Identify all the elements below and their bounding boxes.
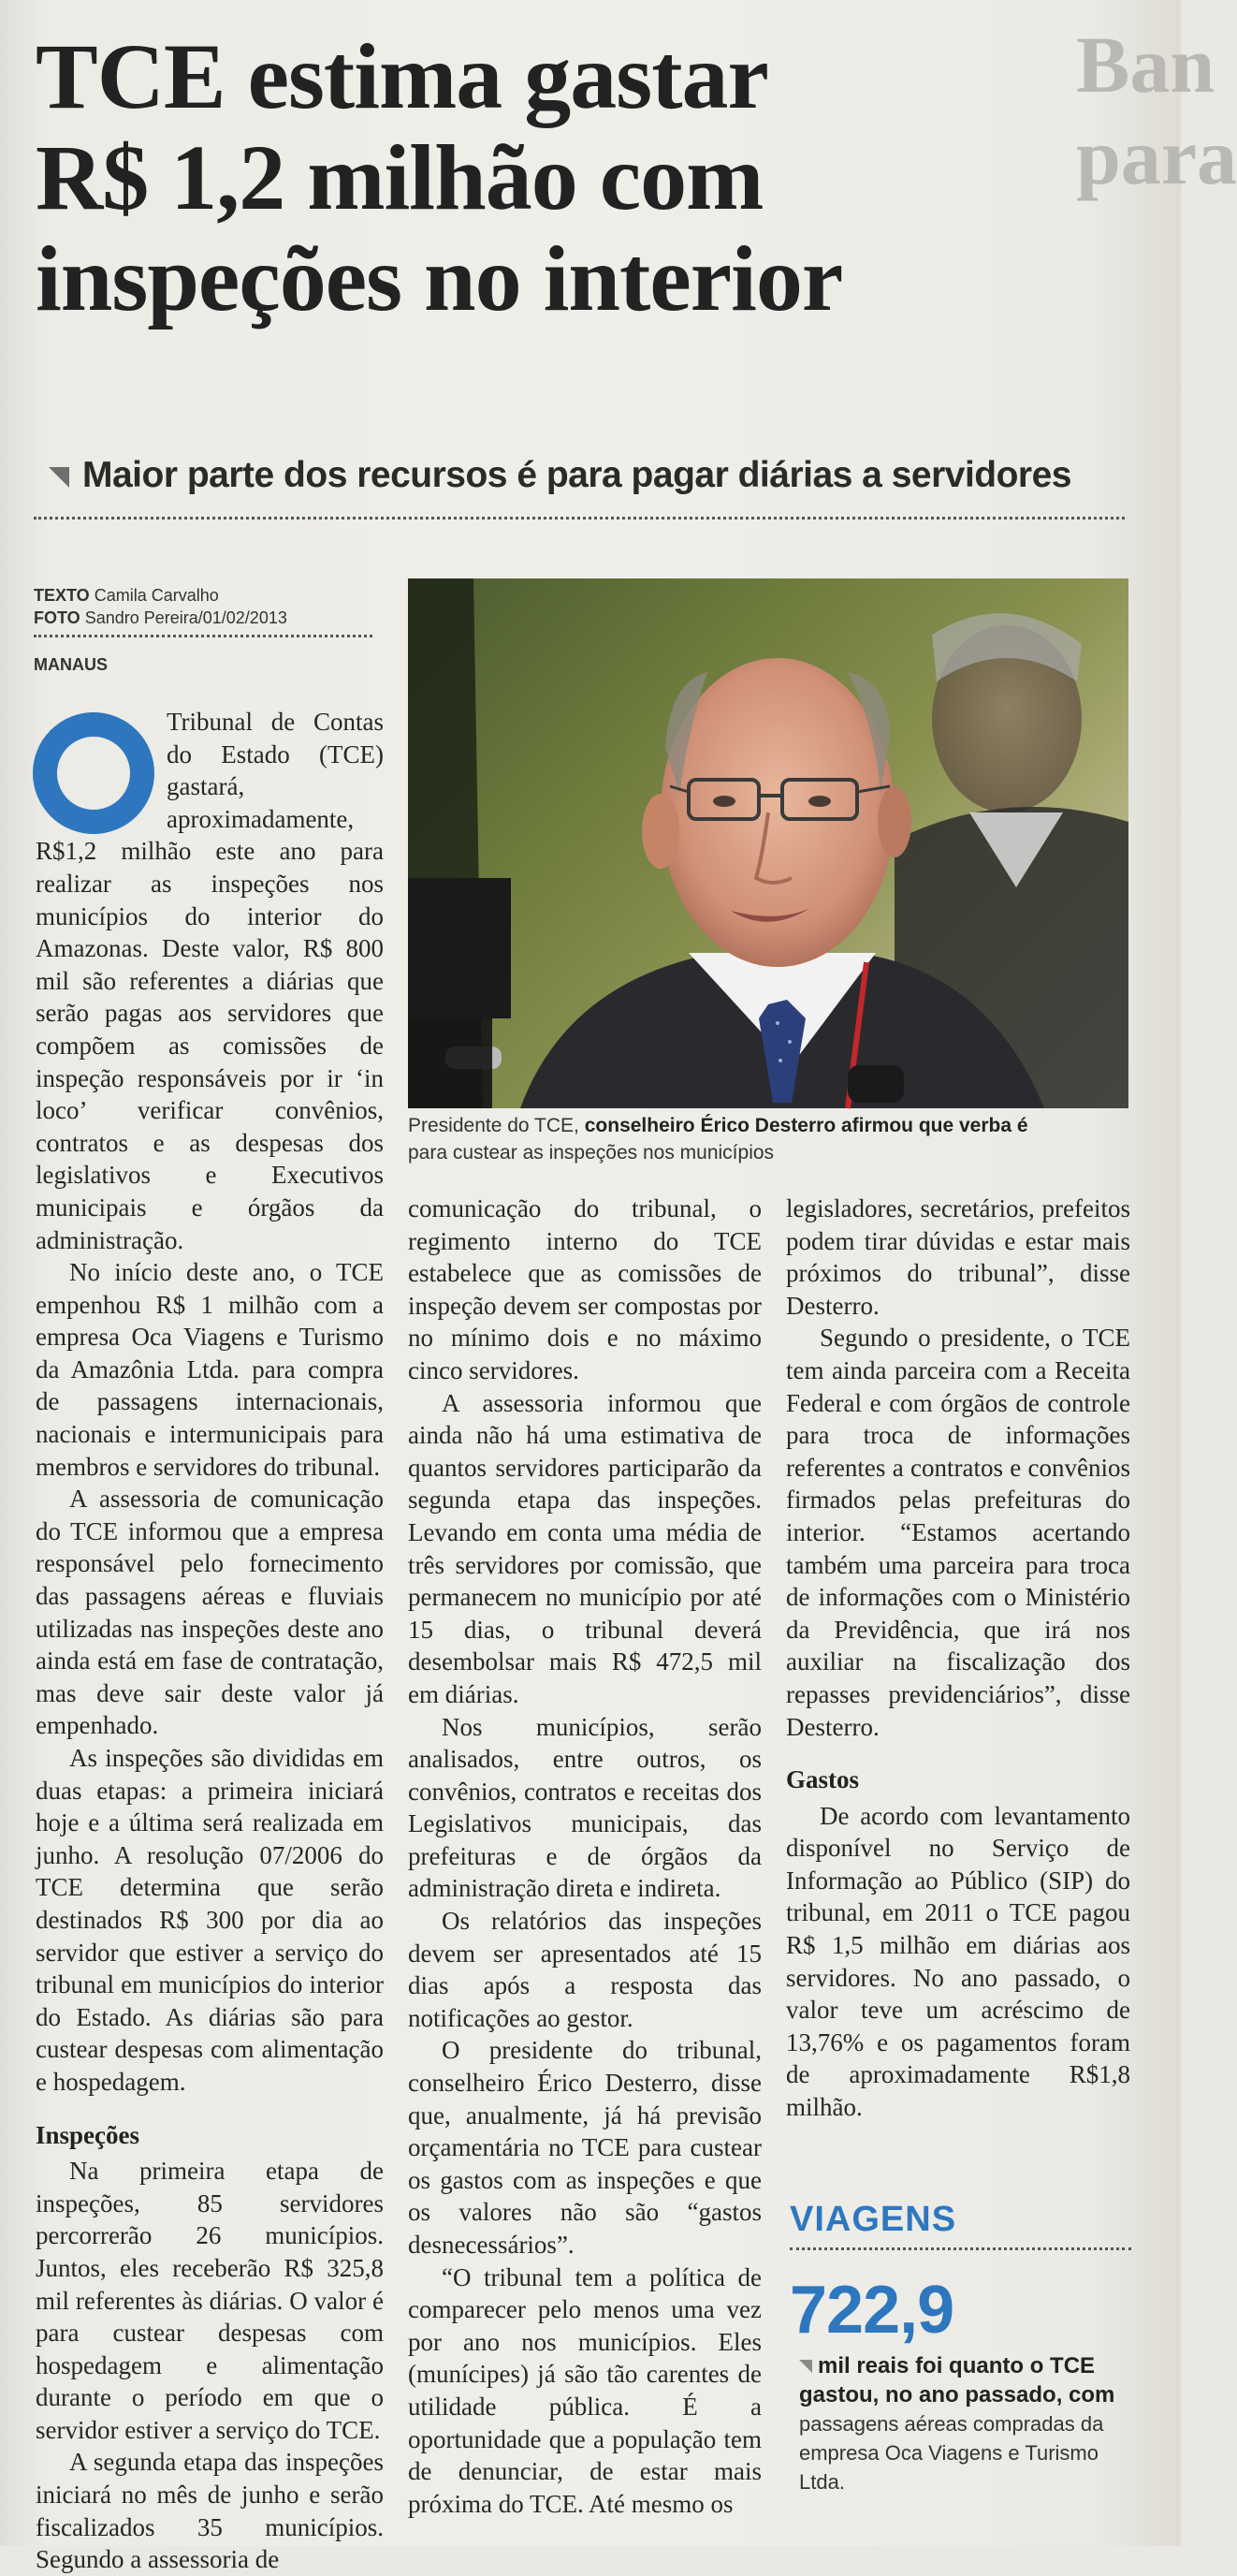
paragraph: De acordo com levantamento disponível no Serviço de Informação ao Público (SIP) do tribunal, em 2011 o TCE pagou R$ 1,5 milhão em diárias aos servidores. No ano passado, o valor teve um acréscimo de 13,76% e os pagamentos foram de aproximadamente R$1,8 milhão. (786, 1801, 1130, 2122)
texto-author: Camila Carvalho (94, 586, 219, 605)
article-subheadline: Maior parte dos recursos é para pagar diárias a servidores (49, 455, 1125, 496)
adjacent-article-headline: Ban para (1076, 20, 1237, 201)
photo-illustration (408, 578, 1128, 1108)
caption-bold: conselheiro Érico Desterro afirmou que verba é (584, 1115, 1028, 1136)
viagens-lead: mil reais foi quanto o TCE gastou, no ano passado, com (799, 2353, 1115, 2408)
headline-line-2: R$ 1,2 milhão com (36, 125, 764, 229)
paragraph: A segunda etapa das inspeções iniciará no mês de junho e serão fiscalizados 35 municípios. Segundo a assessoria de (36, 2448, 384, 2574)
dropcap (34, 713, 153, 833)
viagens-description (799, 2351, 1136, 2496)
paragraph: Tribunal de Contas do Estado (TCE) gastará, aproximadamente, R$1,2 milhão este ano para realizar as inspeções nos municípios do interior do Amazonas. Deste valor, R$ 800 mil são referentes a diárias que serão pagas aos servidores que compõem as comissões de inspeção responsáveis por ir ‘in loco’ verificar convênios, contratos e as despesas dos legislativos e Executivos municipais e órgãos da administração. (36, 708, 384, 1254)
headline-line-3: inspeções no interior (36, 227, 843, 330)
paragraph: Na primeira etapa de inspeções, 85 servidores percorrerão 26 municípios. Juntos, eles receberão R$ 325,8 mil referentes às diárias. O valor é para custear despesas com hospedagem e alimentação durante o período em que o servidor estiver a serviço do TCE. (36, 2157, 384, 2444)
dotted-divider (34, 517, 1125, 520)
subheading-inspecoes: Inspeções (36, 2120, 140, 2149)
paragraph: Nos municípios, serão analisados, entre outros, os convênios, contratos e receitas dos Legislativos municipais, das prefeituras e de órgãos da administração direta e indireta. (408, 1712, 762, 1903)
article-column-3 (786, 1193, 1130, 2124)
article-photo (408, 578, 1128, 1108)
headline-line-1: TCE estima gastar (36, 24, 768, 128)
caption-rest: para custear as inspeções nos municípios (408, 1142, 775, 1164)
photo-caption (408, 1112, 1138, 1166)
article-column-1 (36, 706, 384, 2576)
article-headline (36, 26, 1074, 329)
viagens-figure: 722,9 (790, 2273, 954, 2348)
paragraph: No início deste ano, o TCE empenhou R$ 1 milhão com a empresa Oca Viagens e Turismo da Amazônia Ltda. para compra de passagens internacionais, nacionais e intermunicipais para membros e servidores do tribunal. (36, 1258, 384, 1481)
byline (34, 584, 380, 629)
paragraph: Os relatórios das inspeções devem ser apresentados até 15 dias após a resposta das notificações ao gestor. (408, 1907, 762, 2032)
article-column-2 (408, 1193, 762, 2520)
viagens-rest: passagens aéreas compradas da empresa Oca Viagens e Turismo Ltda. (799, 2412, 1104, 2494)
dateline: MANAUS (34, 655, 108, 674)
paragraph: Segundo o presidente, o TCE tem ainda parceira com a Receita Federal e com órgãos de controle para troca de informações referentes a contratos e convênios firmados pelas prefeituras do interior. “Estamos acertando também uma parceira para troca de informações com o Ministério da Previdência, que irá nos auxiliar na fiscalização dos repasses previdenciários”, disse Desterro. (786, 1324, 1130, 1741)
byline-divider (34, 635, 372, 637)
subheading-gastos: Gastos (786, 1765, 860, 1794)
paragraph: A assessoria informou que ainda não há uma estimativa de quantos servidores participarão da segunda etapa das inspeções. Levando em conta uma média de três servidores por comissão, que permanecem no município por até 15 dias, o tribunal deverá desembolsar mais R$ 472,5 mil em diárias. (408, 1388, 762, 1708)
foto-author: Sandro Pereira/01/02/2013 (84, 608, 287, 627)
paragraph: comunicação do tribunal, o regimento interno do TCE estabelece que as comissões de inspeção devem ser compostas por no mínimo dois e no máximo cinco servidores. (408, 1194, 762, 1384)
dropcap-o-icon (34, 713, 153, 833)
paragraph: “O tribunal tem a política de comparecer pelo menos uma vez por ano nos municípios. Eles (munícipes) já são tão carentes de utilidade pública. É a oportunidade que a população tem de denunciar, de estar mais próxima do TCE. Até mesmo os (408, 2262, 762, 2518)
viagens-box-title: VIAGENS (790, 2200, 1131, 2250)
paragraph: legisladores, secretários, prefeitos podem tirar dúvidas e estar mais próximos do tribunal”, disse Desterro. (786, 1194, 1130, 1320)
paragraph: O presidente do tribunal, conselheiro Érico Desterro, disse que, anualmente, já há previsão orçamentária no TCE para custear os gastos com as inspeções e que os valores não são “gastos desnecessários”. (408, 2036, 762, 2259)
paragraph: As inspeções são divididas em duas etapas: a primeira iniciará hoje e a última será realizada em junho. A resolução 07/2006 do TCE determina que serão destinados R$ 300 por dia ao servidor que estiver a serviço do tribunal em municípios do interior do Estado. As diárias são para custear despesas com alimentação e hospedagem. (36, 1744, 384, 2096)
texto-label: TEXTO (34, 586, 90, 605)
caption-lead: Presidente do TCE, (408, 1115, 579, 1136)
foto-label: FOTO (34, 608, 80, 627)
paragraph: A assessoria de comunicação do TCE informou que a empresa responsável pelo fornecimento das passagens aéreas e fluviais utilizadas nas inspeções deste ano ainda está em fase de contratação, mas deve sair deste valor já empenhado. (36, 1485, 384, 1740)
triangle-bullet-icon (799, 2360, 812, 2373)
triangle-bullet-icon (49, 467, 69, 488)
